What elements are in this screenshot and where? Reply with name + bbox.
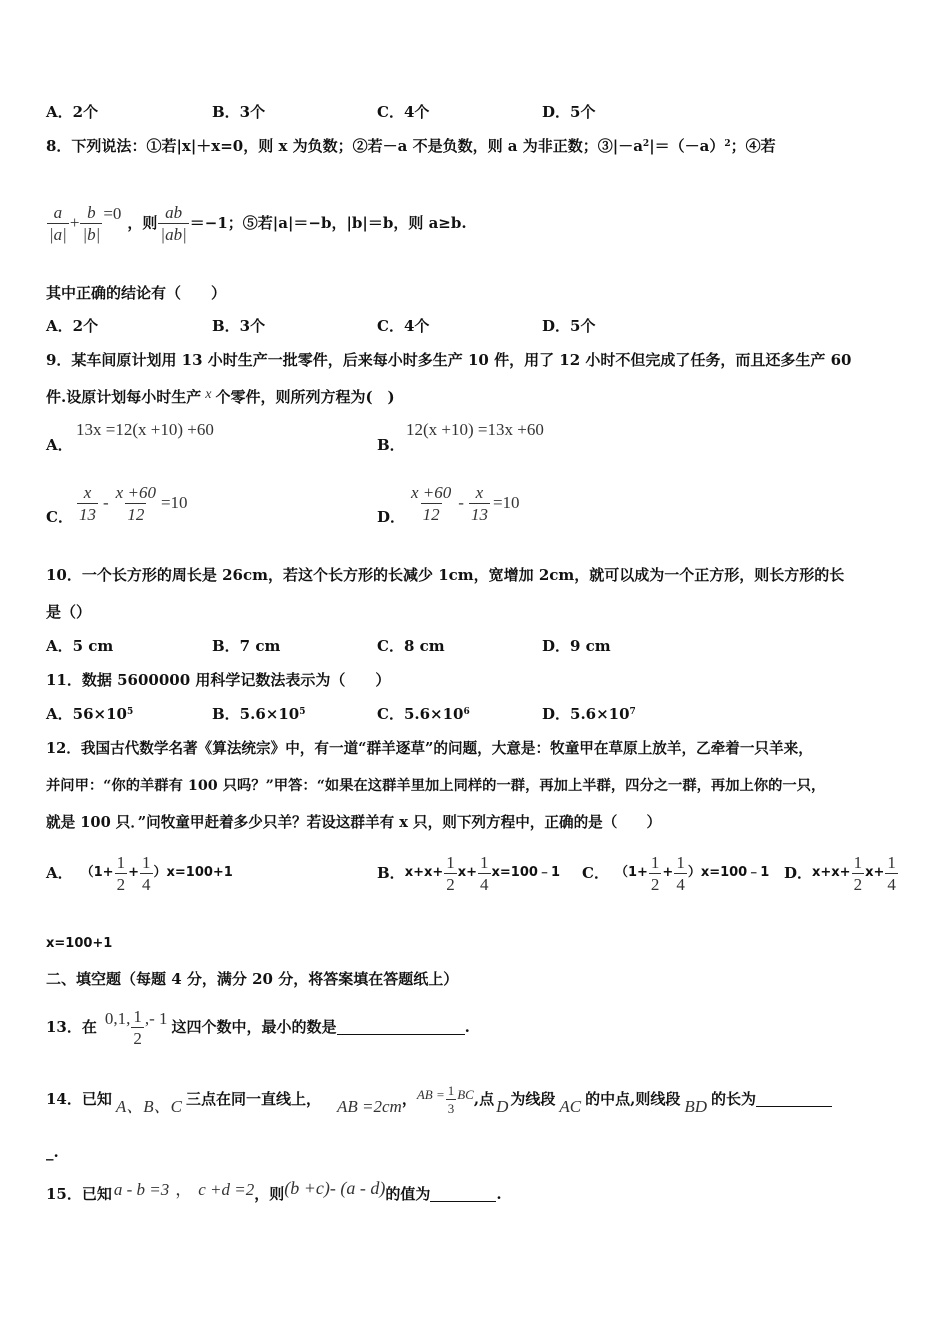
option-base: B．5.6×10 xyxy=(212,705,300,723)
minus-sign: - xyxy=(458,493,464,512)
q7-option-b: B．3个 xyxy=(212,103,266,121)
q14-end: _. xyxy=(46,1143,59,1161)
q9-text: 个零件，则所列方程为( ) xyxy=(215,388,395,406)
expr-text: x+ xyxy=(457,865,478,880)
q12-stem-line3: 就是 100 只．”问牧童甲赶着多少只羊？若设这群羊有 x 只，则下列方程中，正确的是（ ） xyxy=(46,814,662,831)
frac-num: a xyxy=(53,202,63,222)
minus-sign: - xyxy=(103,493,109,512)
q10-option-d: D．9 cm xyxy=(542,637,611,655)
plus-sign: + xyxy=(662,865,674,880)
q13-text: 13．在 xyxy=(46,1018,97,1036)
q15-text: ，则 xyxy=(254,1185,285,1203)
fraction-quarter xyxy=(478,854,491,893)
q8-fraction xyxy=(80,204,102,243)
answer-blank[interactable] xyxy=(337,1020,465,1035)
q8-question: 其中正确的结论有（ ） xyxy=(46,284,227,302)
frac-den: 4 xyxy=(480,874,489,894)
q14 xyxy=(46,1076,832,1122)
expr-text: （1+ xyxy=(614,865,648,880)
expr-text: x+x+ xyxy=(812,865,851,880)
q11-option-a xyxy=(46,704,133,724)
q8-option-d: D．5个 xyxy=(542,317,596,335)
q8-fraction xyxy=(47,204,69,243)
q11-option-d xyxy=(542,704,636,724)
fraction-quarter xyxy=(674,854,687,893)
q12-stem-line1: 12．我国古代数学名著《算法统宗》中，有一道“群羊逐草”的问题，大意是：牧童甲在草原上放羊，乙牵着一只羊来， xyxy=(46,740,813,757)
q7-option-c: C．4个 xyxy=(377,103,430,121)
q15-text: . xyxy=(496,1185,502,1203)
q8-option-a: A．2个 xyxy=(46,317,99,335)
q14-math: A、B、C xyxy=(115,1097,182,1116)
option-label: B． xyxy=(377,864,405,882)
q12-option-a xyxy=(46,850,233,896)
q8-sup: 2 xyxy=(724,139,731,149)
plus-sign: + xyxy=(128,865,139,880)
q10-stem-line1: 10．一个长方形的周长是 26cm，若这个长方形的长减少 1cm，宽增加 2cm，就可以成为一个正方形，则长方形的长 xyxy=(46,566,845,584)
q15 xyxy=(46,1174,502,1214)
q14-text: 三点在同一直线上， xyxy=(185,1090,321,1108)
frac-den: 2 xyxy=(116,874,126,894)
expr-text: ）x=100+1 xyxy=(153,865,233,880)
q9-option-c-expr xyxy=(76,478,188,528)
q9-text: 件.设原计划每小时生产 xyxy=(46,388,202,406)
fraction xyxy=(114,484,158,523)
q13-text: . xyxy=(464,1018,470,1036)
q14-math: BC xyxy=(457,1087,474,1102)
frac-num: 1 xyxy=(116,852,126,872)
fraction xyxy=(77,484,98,523)
q8-stem-text: |＝（－a） xyxy=(649,137,725,155)
q8-option-c: C．4个 xyxy=(377,317,430,335)
frac-num: 1 xyxy=(676,852,685,872)
frac-num: 1 xyxy=(650,852,660,872)
q14-text: 的中点,则线段 xyxy=(585,1090,681,1108)
q9-option-a-expr: 13x =12(x +10) +60 xyxy=(76,420,214,439)
q9-var: x xyxy=(205,387,212,402)
q14-text: 为线段 xyxy=(510,1090,556,1108)
frac-den: |ab| xyxy=(160,224,187,244)
fraction-half xyxy=(444,854,457,893)
q15-text: 的值为 xyxy=(385,1185,431,1203)
q9-option-c-label: C． xyxy=(46,508,73,526)
frac-den: 4 xyxy=(142,874,151,894)
option-exponent: 5 xyxy=(299,707,306,717)
frac-num: x +60 xyxy=(115,482,156,502)
expr-text: x=100﹣1 xyxy=(491,865,560,880)
q9-option-b-label: B． xyxy=(377,436,405,454)
option-base: C．5.6×10 xyxy=(377,705,464,723)
q13-fraction xyxy=(131,1008,144,1047)
frac-den: 4 xyxy=(676,874,685,894)
option-label: A． xyxy=(46,864,73,882)
q14-math: D xyxy=(496,1097,509,1116)
q8-stem-line1 xyxy=(46,136,776,156)
q15-math: (b +c)- (a - d) xyxy=(284,1178,386,1198)
q10-option-b: B．7 cm xyxy=(212,637,281,655)
fraction xyxy=(409,484,453,523)
frac-num: x +60 xyxy=(411,482,452,502)
q14-text: 14．已知 xyxy=(46,1090,112,1108)
expr-text: x+ xyxy=(865,865,885,880)
q15-math: c +d =2 xyxy=(198,1180,255,1199)
q10-stem-line2: 是（） xyxy=(46,603,92,621)
q8-text: ，则 xyxy=(127,214,158,232)
fraction xyxy=(469,484,490,523)
frac-den: 3 xyxy=(447,1100,455,1116)
fraction-half xyxy=(649,854,662,893)
frac-num: 1 xyxy=(853,852,863,872)
expr-text: ）x=100﹣1 xyxy=(687,865,770,880)
q12-option-b xyxy=(377,850,560,896)
frac-den: 2 xyxy=(853,874,863,894)
q15-math: a - b =3 xyxy=(113,1180,170,1199)
q9-option-a-label: A． xyxy=(46,436,73,454)
frac-den: 13 xyxy=(79,504,96,524)
expr-text: （1+ xyxy=(80,865,114,880)
q14-text: ,点 xyxy=(473,1090,495,1108)
q12-option-d xyxy=(784,850,899,896)
frac-num: 1 xyxy=(133,1006,142,1026)
q8-sup: 2 xyxy=(642,139,650,149)
option-exponent: 7 xyxy=(629,707,636,717)
q14-text: ， xyxy=(401,1090,417,1108)
frac-num: 1 xyxy=(480,852,489,872)
q15-text: ， xyxy=(175,1180,193,1199)
frac-den: 4 xyxy=(887,874,896,894)
q15-text: 15．已知 xyxy=(46,1185,112,1203)
q13-nums: 0,1, xyxy=(104,1009,131,1028)
option-base: A．56×10 xyxy=(46,705,127,723)
q9-stem-line1: 9．某车间原计划用 13 小时生产一批零件，后来每小时多生产 10 件，用了 12 小时不但完成了任务，而且还多生产 60 xyxy=(46,351,852,369)
frac-num: ab xyxy=(165,202,183,222)
q14-math: AB =2cm xyxy=(337,1097,402,1116)
equals: =10 xyxy=(492,493,520,512)
frac-num: 1 xyxy=(447,1082,455,1098)
frac-num: x xyxy=(475,482,484,502)
equals-zero: =0 xyxy=(103,204,122,223)
frac-den: 12 xyxy=(422,504,440,524)
option-label: C． xyxy=(582,864,609,882)
q7-option-d: D．5个 xyxy=(542,103,596,121)
q10-option-a: A．5 cm xyxy=(46,637,114,655)
q12-option-d-continuation: x=100+1 xyxy=(46,936,113,951)
q10-option-c: C．8 cm xyxy=(377,637,445,655)
frac-den: |b| xyxy=(82,224,101,244)
frac-num: 1 xyxy=(142,852,151,872)
q8-text: ＝−1；⑤若|a|＝−b，|b|＝b，则 a≥b. xyxy=(189,214,467,232)
q13-text: 这四个数中，最小的数是 xyxy=(171,1018,337,1036)
q9-option-b-expr: 12(x +10) =13x +60 xyxy=(406,420,544,439)
q8-stem-text: ；④若 xyxy=(730,137,776,155)
frac-den: 2 xyxy=(133,1028,142,1048)
plus-sign: + xyxy=(69,213,80,232)
fraction-half xyxy=(852,854,865,893)
q7-option-a: A．2个 xyxy=(46,103,99,121)
fraction-quarter xyxy=(140,854,153,893)
answer-blank[interactable] xyxy=(756,1092,832,1107)
q13-nums: ,- 1 xyxy=(144,1009,168,1028)
equals: =10 xyxy=(160,493,188,512)
q9-option-d-expr xyxy=(408,478,520,528)
q8-fraction xyxy=(158,204,188,243)
frac-num: x xyxy=(83,482,92,502)
frac-num: b xyxy=(87,202,96,222)
q12-stem-line2: 并问甲：“你的羊群有 100 只吗？”甲答：“如果在这群羊里加上同样的一群，再加上半群，四分之一群，再加上你的一只， xyxy=(46,778,826,794)
q9-stem-line2 xyxy=(46,387,395,409)
q14-math: AC xyxy=(559,1097,582,1116)
option-exponent: 6 xyxy=(463,707,470,717)
q11-option-b xyxy=(212,704,305,724)
fraction-half xyxy=(115,854,128,893)
q8-condition xyxy=(46,198,467,248)
q8-stem-text: 8．下列说法：①若|x|＋x=0，则 x 为负数；②若－a 不是负数，则 a 为非正数；③|－a xyxy=(46,137,643,155)
option-exponent: 5 xyxy=(126,707,134,717)
q11-stem: 11．数据 5600000 用科学记数法表示为（ ） xyxy=(46,671,391,689)
frac-den: |a| xyxy=(49,224,67,244)
expr-text: x+x+ xyxy=(404,865,444,880)
q12-option-c xyxy=(582,850,769,896)
frac-den: 13 xyxy=(470,504,488,524)
fraction-quarter xyxy=(885,854,898,893)
q11-option-c xyxy=(377,704,470,724)
frac-den: 2 xyxy=(650,874,660,894)
option-base: D．5.6×10 xyxy=(542,705,630,723)
q14-math: AB = xyxy=(416,1087,445,1102)
frac-den: 2 xyxy=(446,874,455,894)
q9-option-d-label: D． xyxy=(377,508,406,526)
frac-num: 1 xyxy=(446,852,455,872)
section-title: 二、填空题（每题 4 分，满分 20 分，将答案填在答题纸上） xyxy=(46,970,459,988)
frac-den: 12 xyxy=(127,504,145,524)
q14-fraction xyxy=(446,1084,457,1115)
frac-num: 1 xyxy=(887,852,896,872)
q8-option-b: B．3个 xyxy=(212,317,266,335)
q13 xyxy=(46,1004,470,1050)
q14-math: BD xyxy=(684,1097,708,1116)
answer-blank[interactable] xyxy=(430,1187,496,1202)
option-label: D． xyxy=(784,864,813,882)
q14-text: 的长为 xyxy=(711,1090,757,1108)
